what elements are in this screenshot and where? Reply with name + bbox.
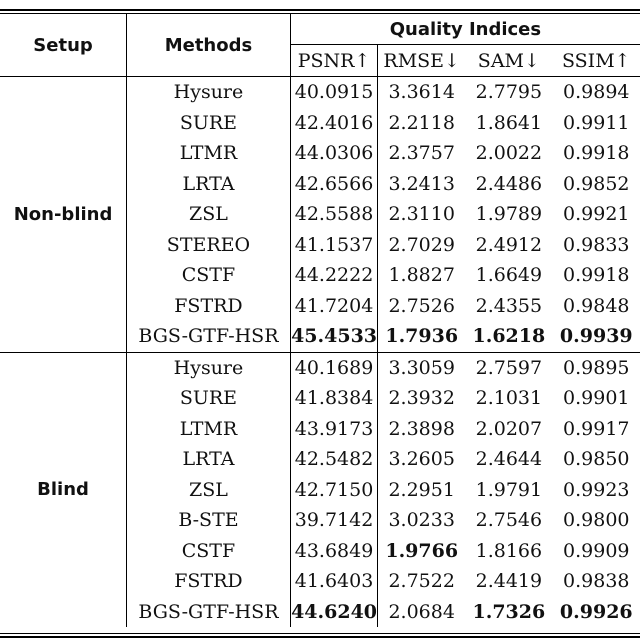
methods-header: Methods xyxy=(127,14,291,77)
value-cell: 2.7526 xyxy=(388,294,455,317)
value-cell: 0.9895 xyxy=(553,352,640,383)
method-cell: BGS-GTF-HSR xyxy=(127,321,291,352)
value-cell: 1.8827 xyxy=(388,264,455,287)
method-cell: B-STE xyxy=(127,505,291,536)
bottom-rule-thin xyxy=(0,633,640,634)
value-cell: 3.3614 xyxy=(378,77,465,108)
value-cell: 40.0915 xyxy=(290,77,377,108)
value-cell: 3.3059 xyxy=(378,352,465,383)
method-cell: FSTRD xyxy=(127,291,291,322)
value-cell: 2.7795 xyxy=(465,77,552,108)
value-cell: 1.9766 xyxy=(385,539,459,562)
value-cell: 2.0022 xyxy=(475,142,543,165)
value-cell: 2.0207 xyxy=(475,417,543,440)
value-cell: 2.4644 xyxy=(475,448,543,471)
value-cell: 0.9848 xyxy=(563,294,630,317)
setup-header: Setup xyxy=(0,14,127,77)
value-cell: 0.9911 xyxy=(563,111,630,134)
method-cell: LTMR xyxy=(127,414,291,445)
value-cell: 42.4016 xyxy=(290,108,377,139)
value-cell: 41.8384 xyxy=(290,383,377,414)
method-cell: Hysure xyxy=(127,352,291,383)
method-cell: ZSL xyxy=(127,199,291,230)
method-cell: LRTA xyxy=(127,444,291,475)
value-cell: 0.9917 xyxy=(563,417,630,440)
value-cell: 0.9852 xyxy=(563,172,630,195)
value-cell: 43.9173 xyxy=(290,414,377,445)
method-cell: Hysure xyxy=(127,77,291,108)
value-cell: 0.9833 xyxy=(563,233,630,256)
metric-header: SSIM↑ xyxy=(561,49,631,72)
value-cell: 2.4355 xyxy=(475,294,543,317)
value-cell: 0.9850 xyxy=(563,448,630,471)
setup-group-label: Blind xyxy=(0,352,127,627)
value-cell: 41.1537 xyxy=(290,230,377,261)
value-cell: 2.7029 xyxy=(388,233,455,256)
value-cell: 2.4486 xyxy=(475,172,543,195)
value-cell: 42.7150 xyxy=(290,475,377,506)
value-cell: 0.9918 xyxy=(563,264,630,287)
value-cell: 42.6566 xyxy=(290,169,377,200)
table-row xyxy=(0,77,640,108)
value-cell: 2.3932 xyxy=(388,387,455,410)
value-cell: 3.2605 xyxy=(388,448,455,471)
value-cell: 41.6403 xyxy=(290,566,377,597)
value-cell: 2.2951 xyxy=(388,478,455,501)
method-cell: CSTF xyxy=(127,536,291,567)
quality-indices-header: Quality Indices xyxy=(290,14,640,45)
value-cell: 42.5482 xyxy=(290,444,377,475)
value-cell: 1.9789 xyxy=(475,203,543,226)
method-cell: BGS-GTF-HSR xyxy=(127,597,291,628)
method-cell: ZSL xyxy=(127,475,291,506)
method-cell: LRTA xyxy=(127,169,291,200)
value-cell: 40.1689 xyxy=(290,352,377,383)
value-cell: 1.6649 xyxy=(475,264,543,287)
value-cell: 0.9923 xyxy=(563,478,630,501)
metric-header: RMSE↓ xyxy=(383,49,460,72)
value-cell: 2.1031 xyxy=(475,387,543,410)
value-cell: 0.9926 xyxy=(559,600,633,623)
method-cell: SURE xyxy=(127,108,291,139)
value-cell: 2.0684 xyxy=(388,600,455,623)
value-cell: 0.9838 xyxy=(563,570,630,593)
value-cell: 2.4419 xyxy=(475,570,543,593)
value-cell: 44.6240 xyxy=(290,597,377,628)
value-cell: 2.7597 xyxy=(465,352,552,383)
value-cell: 44.0306 xyxy=(290,138,377,169)
value-cell: 44.2222 xyxy=(290,260,377,291)
value-cell: 0.9918 xyxy=(563,142,630,165)
bottom-rule xyxy=(0,636,640,638)
table-row xyxy=(0,352,640,383)
value-cell: 0.9909 xyxy=(563,539,630,562)
results-table xyxy=(0,14,640,627)
method-cell: SURE xyxy=(127,383,291,414)
value-cell: 42.5588 xyxy=(290,199,377,230)
value-cell: 2.3898 xyxy=(388,417,455,440)
value-cell: 0.9939 xyxy=(559,325,633,348)
top-rule xyxy=(0,9,640,11)
value-cell: 39.7142 xyxy=(290,505,377,536)
value-cell: 3.2413 xyxy=(388,172,455,195)
value-cell: 45.4533 xyxy=(290,321,377,352)
value-cell: 1.7936 xyxy=(385,325,459,348)
value-cell: 41.7204 xyxy=(290,291,377,322)
value-cell: 2.3757 xyxy=(388,142,455,165)
value-cell: 0.9901 xyxy=(563,387,630,410)
metric-header: PSNR↑ xyxy=(290,45,377,77)
value-cell: 0.9894 xyxy=(553,77,640,108)
method-cell: FSTRD xyxy=(127,566,291,597)
method-cell: STEREO xyxy=(127,230,291,261)
value-cell: 1.7326 xyxy=(472,600,546,623)
method-cell: LTMR xyxy=(127,138,291,169)
value-cell: 0.9800 xyxy=(563,509,630,532)
value-cell: 2.4912 xyxy=(475,233,543,256)
value-cell: 0.9921 xyxy=(563,203,630,226)
value-cell: 43.6849 xyxy=(290,536,377,567)
value-cell: 2.7522 xyxy=(388,570,455,593)
metric-header: SAM↓ xyxy=(477,49,540,72)
value-cell: 1.8166 xyxy=(475,539,543,562)
setup-group-label: Non-blind xyxy=(0,77,127,353)
value-cell: 1.8641 xyxy=(475,111,543,134)
value-cell: 2.2118 xyxy=(388,111,455,134)
value-cell: 1.9791 xyxy=(475,478,543,501)
value-cell: 2.3110 xyxy=(388,203,455,226)
value-cell: 2.7546 xyxy=(475,509,543,532)
method-cell: CSTF xyxy=(127,260,291,291)
value-cell: 3.0233 xyxy=(388,509,455,532)
value-cell: 1.6218 xyxy=(472,325,546,348)
